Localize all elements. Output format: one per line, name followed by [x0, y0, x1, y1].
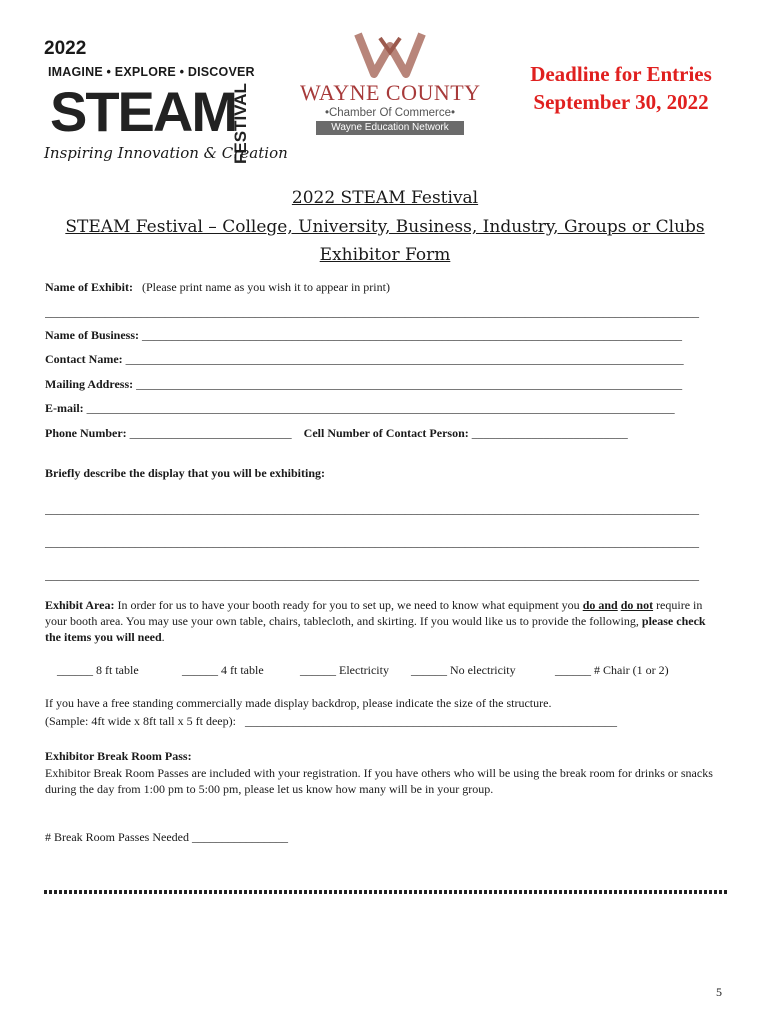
break-room-passes-field[interactable]: # Break Room Passes Needed ________________ — [45, 830, 288, 844]
chamber-w-mark-icon — [350, 28, 430, 80]
option-electricity[interactable]: ______ Electricity — [300, 663, 389, 677]
deadline-notice — [510, 60, 732, 116]
exhibit-area-please-check: please check the items you will need — [45, 614, 706, 644]
display-description-line-1[interactable]: _____________________________________________________________________________________________________________ — [45, 502, 699, 516]
exhibit-area-text-2: require in your booth area. You may use your own table, chairs, tablecloth, and skirting. If you would like us to provide the following, — [45, 598, 703, 628]
deadline-line2: September 30, 2022 — [533, 90, 709, 114]
business-name-row — [45, 328, 717, 343]
exhibit-name-note: (Please print name as you wish it to appear in print) — [142, 280, 390, 294]
exhibit-name-row — [45, 280, 390, 295]
chamber-name: WAYNE COUNTY — [300, 80, 481, 105]
chamber-network-banner: Wayne Education Network — [316, 121, 464, 135]
option-no-electricity[interactable]: ______ No electricity — [411, 663, 516, 677]
deadline-line1: Deadline for Entries — [530, 62, 712, 86]
backdrop-size-field[interactable]: ______________________________________________________________ — [244, 714, 617, 728]
break-room-text: Exhibitor Break Room Passes are included with your registration. If you have others who will be using the break room for drinks or snacks during the day from 1:00 pm to 5:00 pm, please let us know how many will be in your group. — [45, 766, 713, 796]
phone-row — [45, 426, 717, 441]
contact-name-label: Contact Name: — [45, 352, 123, 366]
display-description-line-3[interactable]: _____________________________________________________________________________________________________________ — [45, 568, 699, 582]
logo-year: 2022 — [44, 38, 87, 59]
display-description-label: Briefly describe the display that you will be exhibiting: — [45, 466, 326, 480]
backdrop-size-row — [45, 714, 717, 729]
option-8ft-table[interactable]: ______ 8 ft table — [57, 663, 139, 677]
form-title: Exhibitor Form — [319, 245, 451, 265]
form-title-year: 2022 STEAM Festival — [291, 188, 479, 208]
cell-label: Cell Number of Contact Person: — [303, 426, 469, 440]
exhibit-area-text-1: In order for us to have your booth ready for you to set up, we need to know what equipment you — [117, 598, 580, 612]
exhibit-area-do-and: do and — [582, 598, 618, 612]
phone-label: Phone Number: — [45, 426, 127, 440]
steam-festival-logo — [44, 38, 288, 178]
display-description-line-2[interactable]: _____________________________________________________________________________________________________________ — [45, 535, 699, 549]
contact-name-row — [45, 352, 717, 367]
business-name-field[interactable]: __________________________________________________________________________________________ — [142, 328, 683, 342]
exhibit-area-paragraph — [45, 597, 720, 645]
exhibit-name-label: Name of Exhibit: — [45, 280, 133, 294]
option-4ft-table[interactable]: ______ 4 ft table — [182, 663, 264, 677]
exhibit-area-label: Exhibit Area: — [45, 598, 115, 612]
contact-name-field[interactable]: _____________________________________________________________________________________________ — [125, 352, 684, 366]
cell-field[interactable]: __________________________ — [471, 426, 628, 440]
email-field[interactable]: __________________________________________________________________________________________________ — [86, 401, 675, 415]
logo-steam-word: STEAM — [50, 80, 236, 143]
option-chair[interactable]: ______ # Chair (1 or 2) — [555, 663, 669, 677]
logo-festival-text: FESTIVAL — [231, 83, 250, 164]
backdrop-sample-label: (Sample: 4ft wide x 8ft tall x 5 ft deep): — [45, 714, 236, 728]
logo-tagline: IMAGINE • EXPLORE • DISCOVER — [48, 65, 255, 79]
dotted-divider — [44, 890, 729, 894]
mailing-address-field[interactable]: ___________________________________________________________________________________________ — [136, 377, 683, 391]
email-row — [45, 401, 717, 416]
phone-field[interactable]: ___________________________ — [129, 426, 292, 440]
mailing-address-label: Mailing Address: — [45, 377, 134, 391]
email-label: E-mail: — [45, 401, 84, 415]
break-room-heading: Exhibitor Break Room Pass: — [45, 749, 192, 763]
exhibit-name-field[interactable]: _____________________________________________________________________________________________________________ — [45, 305, 699, 319]
business-name-label: Name of Business: — [45, 328, 140, 342]
logo-slogan: Inspiring Innovation & Creation — [44, 144, 288, 162]
page-number: 5 — [716, 985, 722, 999]
exhibit-area-do-not: do not — [620, 598, 654, 612]
backdrop-instruction: If you have a free standing commercially made display backdrop, please indicate the size of the structure. — [45, 696, 552, 710]
chamber-subtitle: •Chamber Of Commerce• — [324, 107, 456, 119]
exhibit-area-end: . — [161, 630, 165, 644]
mailing-address-row — [45, 377, 717, 392]
wayne-county-chamber-logo — [300, 28, 480, 133]
form-title-audience: STEAM Festival – College, University, Business, Industry, Groups or Clubs — [65, 217, 705, 237]
